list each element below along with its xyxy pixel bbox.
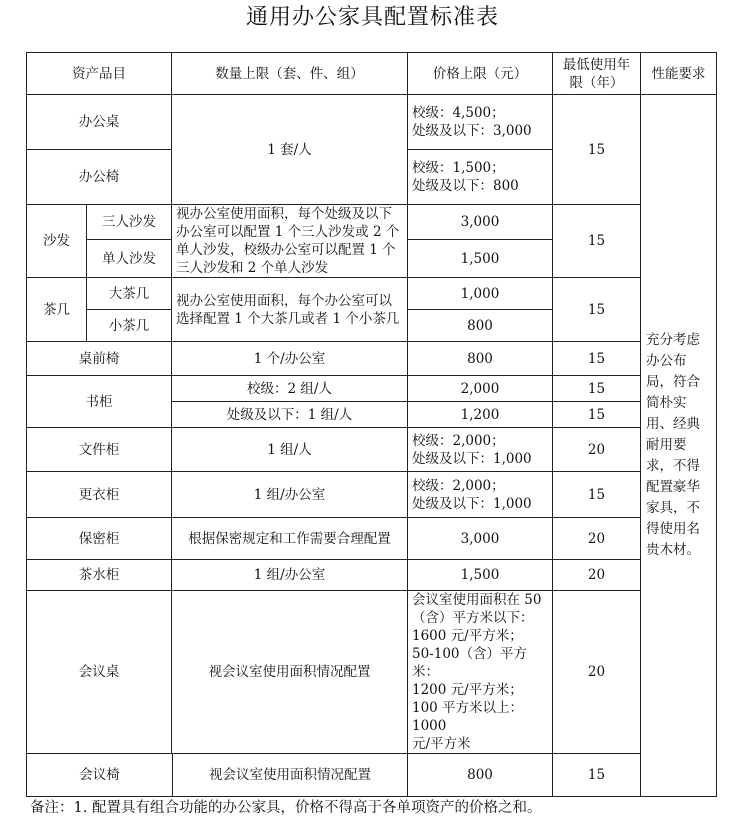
table-row xyxy=(27,342,717,376)
years-cell: 15 xyxy=(553,95,641,205)
quantity-cell: 处级及以下：1 组/人 xyxy=(172,402,408,428)
page-title: 通用办公家具配置标准表 xyxy=(245,5,499,30)
price-cell: 1,000 xyxy=(408,278,553,310)
price-cell: 800 xyxy=(408,754,553,797)
item-name: 小茶几 xyxy=(87,310,172,342)
price-line: 处级及以下：1,000 xyxy=(412,495,532,512)
item-name: 保密柜 xyxy=(27,518,172,560)
price-line: 处级及以下：1,000 xyxy=(412,450,532,467)
header-performance: 性能要求 xyxy=(641,53,717,95)
header-price: 价格上限（元） xyxy=(408,53,553,95)
quantity-cell: 1 组/办公室 xyxy=(172,472,408,518)
item-name: 会议桌 xyxy=(27,591,172,754)
price-line: 50-100（含）平方米： xyxy=(412,646,528,680)
table-row xyxy=(27,95,717,150)
item-name: 单人沙发 xyxy=(87,240,172,278)
conf-chair-split xyxy=(27,754,407,796)
item-name: 三人沙发 xyxy=(87,205,172,240)
price-cell: 1,500 xyxy=(408,560,553,591)
quantity-cell: 根据保密规定和工作需要合理配置 xyxy=(172,518,408,560)
price-line: （含）平方米以下： xyxy=(412,610,534,626)
price-cell xyxy=(408,591,553,754)
quantity-cell: 1 个/办公室 xyxy=(172,342,408,376)
quantity-cell: 1 组/人 xyxy=(172,428,408,472)
quantity-cell: 视办公室使用面积，每个办公室可以选择配置 1 个大茶几或者 1 个小茶几 xyxy=(172,278,408,342)
header-item: 资产品目 xyxy=(27,53,172,95)
price-cell: 1,200 xyxy=(408,402,553,428)
table-row xyxy=(27,472,717,518)
table-row xyxy=(27,376,717,402)
years-cell: 15 xyxy=(553,205,641,278)
table-row xyxy=(27,560,717,591)
table-row xyxy=(27,591,717,754)
group-name: 茶几 xyxy=(27,278,87,342)
price-cell xyxy=(408,95,553,150)
quantity-cell: 1 套/人 xyxy=(172,95,408,205)
item-name: 茶水柜 xyxy=(27,560,172,591)
header-row xyxy=(27,53,717,95)
header-years: 最低使用年限（年） xyxy=(553,53,641,95)
group-name: 沙发 xyxy=(27,205,87,278)
price-line: 元/平方米 xyxy=(412,736,471,752)
price-cell: 2,000 xyxy=(408,376,553,402)
item-name: 会议椅 xyxy=(27,754,173,796)
item-name: 办公椅 xyxy=(27,150,172,205)
item-name: 办公桌 xyxy=(27,95,172,150)
price-cell: 1,500 xyxy=(408,240,553,278)
years-cell: 15 xyxy=(553,376,641,402)
years-cell: 15 xyxy=(553,342,641,376)
price-line: 校级：1,500； xyxy=(412,160,505,176)
years-cell: 20 xyxy=(553,591,641,754)
performance-cell: 充分考虑办公布局，符合简朴实用、经典耐用要求，不得配置豪华家具，不得使用名贵木材。 xyxy=(641,95,717,797)
quantity-cell: 视办公室使用面积，每个处级及以下办公室可以配置 1 个三人沙发或 2 个单人沙发，校级办公室可以配置 1 个三人沙发和 2 个单人沙发 xyxy=(172,205,408,278)
table-row xyxy=(27,278,717,310)
price-line: 100 平方米以上：1000 xyxy=(412,700,524,734)
years-cell: 20 xyxy=(553,560,641,591)
quantity-cell: 1 组/办公室 xyxy=(172,560,408,591)
price-cell: 800 xyxy=(408,310,553,342)
price-line: 校级：2,000； xyxy=(412,477,505,494)
quantity-cell: 视会议室使用面积情况配置 xyxy=(209,767,371,783)
item-name: 大茶几 xyxy=(87,278,172,310)
conf-chair-span xyxy=(27,754,408,797)
price-cell xyxy=(408,428,553,472)
item-name: 更衣柜 xyxy=(27,472,172,518)
years-cell: 20 xyxy=(553,518,641,560)
price-cell xyxy=(408,150,553,205)
years-cell: 15 xyxy=(553,754,641,797)
price-line: 校级：2,000； xyxy=(412,432,505,449)
years-cell: 15 xyxy=(553,472,641,518)
item-name: 桌前椅 xyxy=(27,342,172,376)
price-cell: 800 xyxy=(408,342,553,376)
price-cell xyxy=(408,472,553,518)
years-cell: 15 xyxy=(553,278,641,342)
years-cell: 20 xyxy=(553,428,641,472)
table-row xyxy=(27,205,717,240)
price-cell: 3,000 xyxy=(408,205,553,240)
header-quantity: 数量上限（套、件、组） xyxy=(172,53,408,95)
table-row xyxy=(27,754,717,797)
years-cell: 15 xyxy=(553,402,641,428)
price-line: 1200 元/平方米； xyxy=(412,682,523,698)
price-line: 校级：4,500； xyxy=(412,105,505,121)
quantity-cell: 视会议室使用面积情况配置 xyxy=(172,591,408,754)
furniture-standard-table xyxy=(26,52,717,797)
quantity-cell: 校级：2 组/人 xyxy=(172,376,408,402)
item-name: 书柜 xyxy=(27,376,172,428)
price-line: 会议室使用面积在 50 xyxy=(412,592,542,608)
price-line: 1600 元/平方米； xyxy=(412,628,523,644)
table-row xyxy=(27,428,717,472)
price-cell: 3,000 xyxy=(408,518,553,560)
price-line: 处级及以下：800 xyxy=(412,178,519,194)
footnote: 备注：1. 配置具有组合功能的办公家具，价格不得高于各单项资产的价格之和。 xyxy=(30,800,542,816)
table-row xyxy=(27,518,717,560)
item-name: 文件柜 xyxy=(27,428,172,472)
price-line: 处级及以下：3,000 xyxy=(412,123,532,139)
